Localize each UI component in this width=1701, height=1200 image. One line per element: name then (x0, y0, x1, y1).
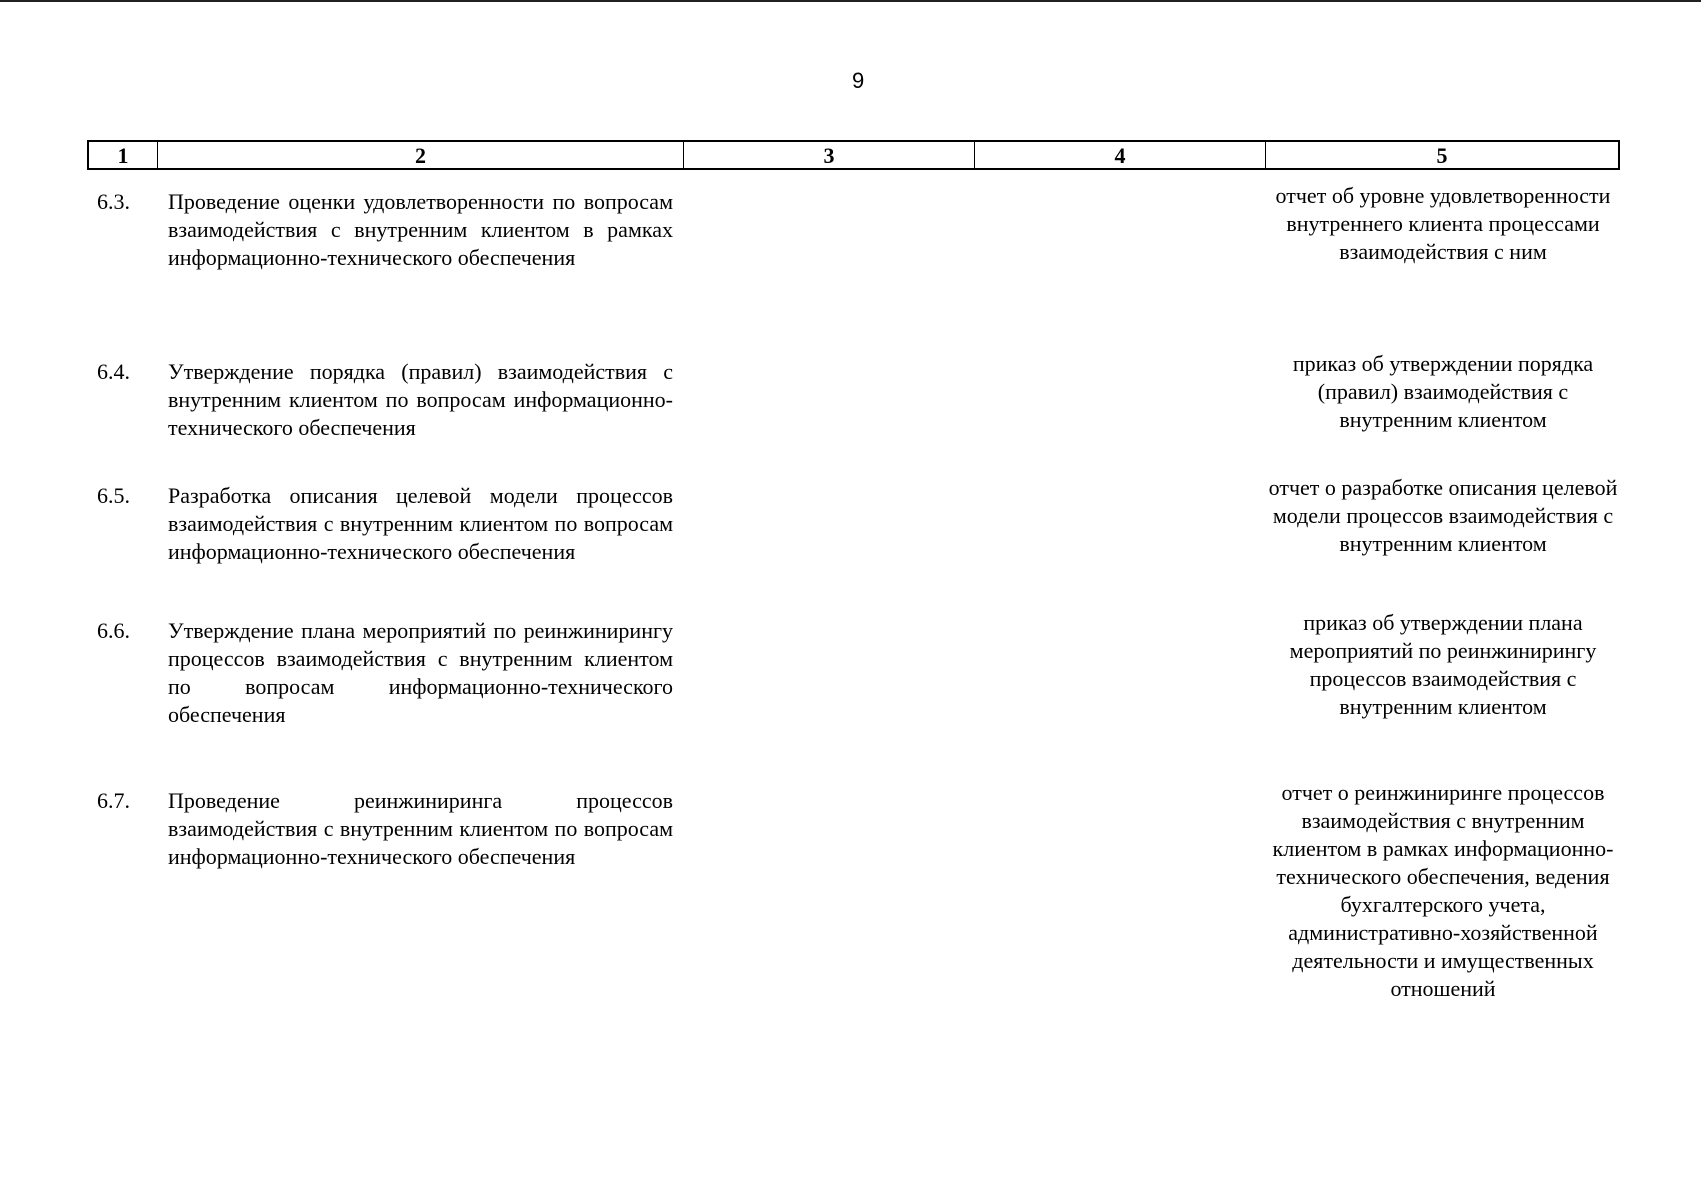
row-result: отчет об уровне удовлетворенности внутреннего клиента процессами взаимодействия с ним (1275, 183, 1611, 264)
column-header-4: 4 (974, 142, 1265, 168)
column-header-1: 1 (87, 142, 157, 168)
row-description: Проведение реинжиниринга процессов взаимодействия с внутренним клиентом по вопросам информационно-технического обеспечения (168, 788, 673, 869)
page-number: 9 (852, 68, 865, 93)
row-result: отчет о реинжиниринге процессов взаимодействия с внутренним клиентом в рамках информационно-технического обеспечения, ведения бухгалтерского учета, административно-хозяйственной деятельности и имущественных отношений (1272, 780, 1614, 1001)
row-number: 6.3. (97, 189, 130, 214)
row-description: Проведение оценки удовлетворенности по вопросам взаимодействия с внутренним клиентом в рамках информационно-технического обеспечения (168, 189, 673, 270)
column-header-3: 3 (683, 142, 974, 168)
row-result: приказ об утверждении плана мероприятий по реинжинирингу процессов взаимодействия с внутренним клиентом (1289, 610, 1597, 719)
row-number: 6.6. (97, 618, 130, 643)
row-number: 6.5. (97, 483, 130, 508)
row-description: Утверждение порядка (правил) взаимодействия с внутренним клиентом по вопросам информационно-технического обеспечения (168, 359, 673, 440)
scan-top-border (0, 0, 1701, 2)
column-header-2: 2 (157, 142, 683, 168)
row-result: приказ об утверждении порядка (правил) взаимодействия с внутренним клиентом (1292, 351, 1594, 432)
row-description: Разработка описания целевой модели процессов взаимодействия с внутренним клиентом по вопросам информационно-технического обеспечения (168, 483, 673, 564)
row-number: 6.4. (97, 359, 130, 384)
row-result: отчет о разработке описания целевой модели процессов взаимодействия с внутренним клиентом (1268, 475, 1618, 556)
row-description: Утверждение плана мероприятий по реинжинирингу процессов взаимодействия с внутренним клиентом по вопросам информационно-технического обеспечения (168, 618, 673, 727)
column-header-5: 5 (1265, 142, 1620, 168)
row-number: 6.7. (97, 788, 130, 813)
table-header-row (87, 140, 1620, 170)
